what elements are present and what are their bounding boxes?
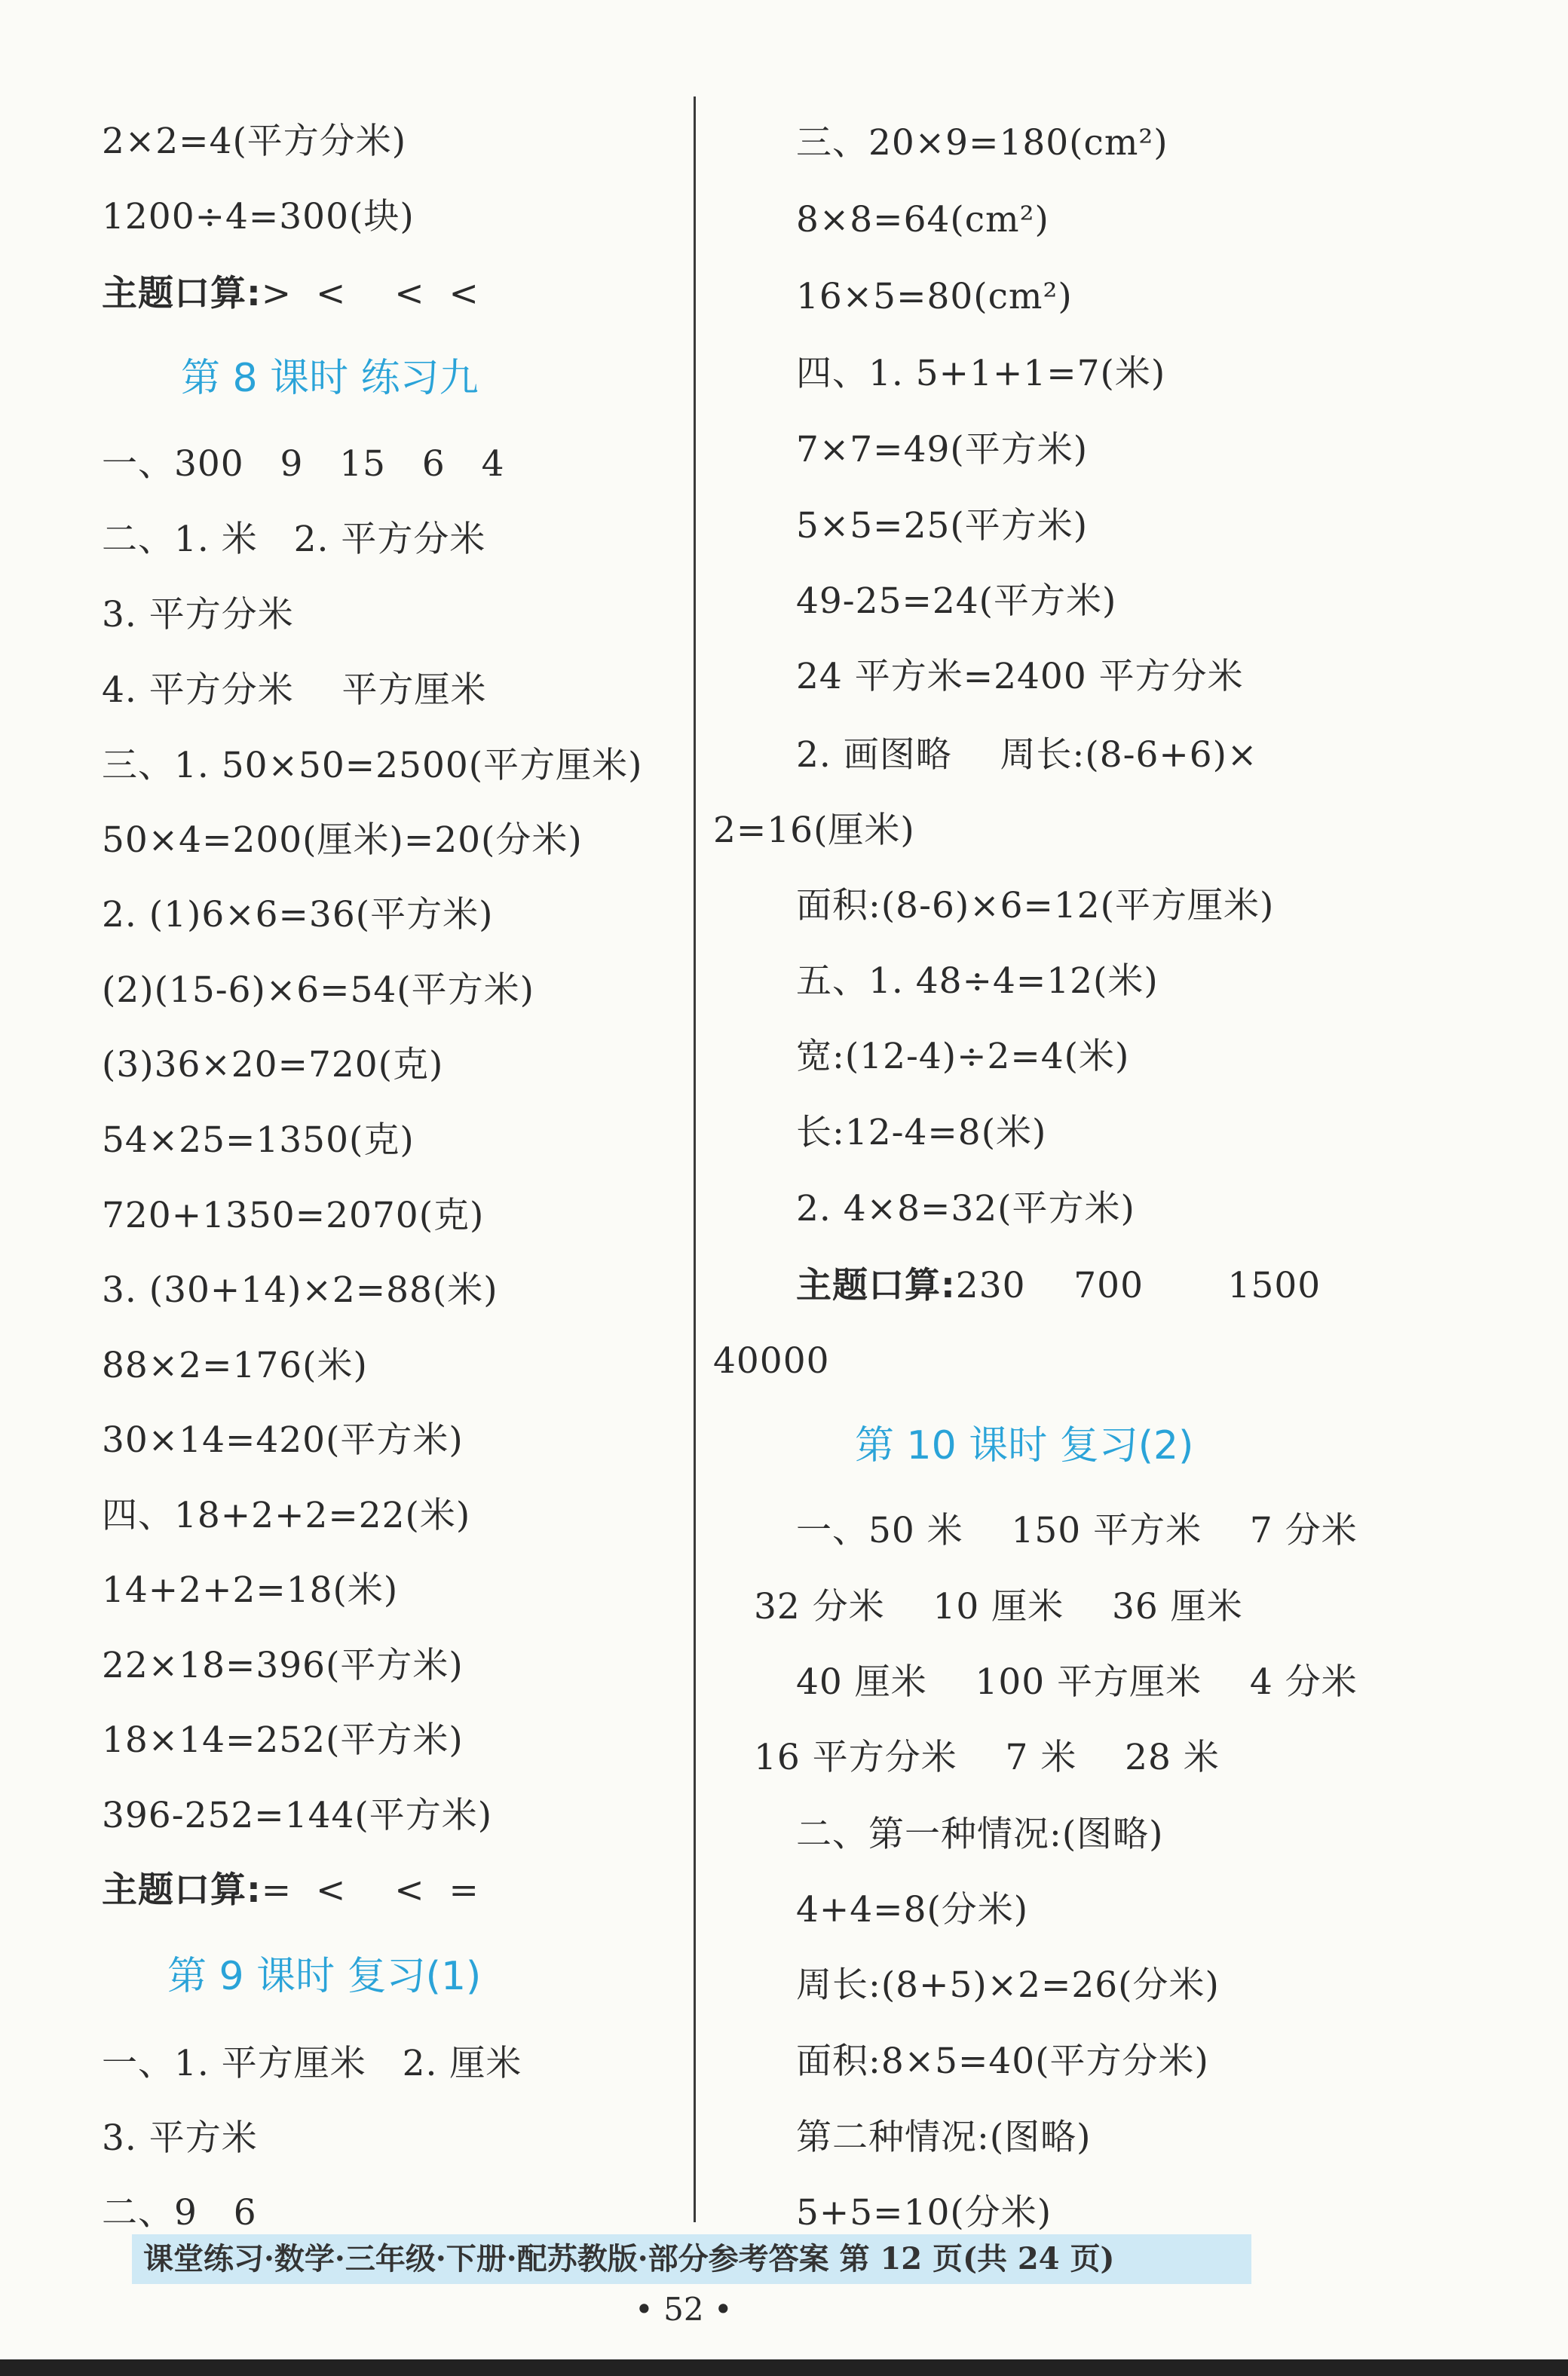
column-divider [694,96,696,2222]
left-answer-line: 二、9 6 [102,2192,257,2234]
left-answer-line: (2)(15-6)×6=54(平方米) [102,969,534,1011]
right-answer-line: 40000 [713,1340,830,1382]
left-section-heading: 第 8 课时 练习九 [181,356,479,401]
right-answer-line: 32 分米 10 厘米 36 厘米 [754,1586,1243,1627]
left-answer-line: (3)36×20=720(克) [102,1044,444,1085]
left-answer-line: 2×2=4(平方分米) [102,121,407,162]
left-answer-line: 88×2=176(米) [102,1345,368,1386]
left-answer-line: 14+2+2=18(米) [102,1569,399,1611]
right-answer-line: 5+5=10(分米) [796,2192,1052,2234]
left-answer-line: 1200÷4=300(块) [102,196,415,237]
left-section-heading: 第 9 课时 复习(1) [167,1954,482,1999]
right-answer-line: 2=16(厘米) [713,810,915,851]
left-answer-line: 720+1350=2070(克) [102,1195,485,1236]
right-answer-line: 16 平方分米 7 米 28 米 [754,1737,1220,1778]
right-answer-line: 面积:8×5=40(平方分米) [796,2041,1209,2082]
right-answer-line: 五、1. 48÷4=12(米) [796,960,1159,1002]
right-answer-line: 二、第一种情况:(图略) [796,1814,1164,1855]
left-mental-math-line [102,1868,479,1913]
left-answer-line: 二、1. 米 2. 平方分米 [102,519,486,560]
right-answer-line: 8×8=64(cm²) [796,199,1049,240]
mental-math-label: 主题口算: [102,273,262,314]
mental-math-answers: = < < = [261,1869,479,1911]
left-mental-math-line [102,271,479,317]
right-section-heading: 第 10 课时 复习(2) [855,1423,1194,1468]
right-answer-line: 40 厘米 100 平方厘米 4 分米 [796,1661,1358,1703]
right-answer-line: 三、20×9=180(cm²) [796,122,1168,164]
left-answer-line: 30×14=420(平方米) [102,1419,464,1461]
mental-math-answers: 230 700 1500 [955,1265,1321,1306]
left-answer-line: 4. 平方分米 平方厘米 [102,669,487,711]
bottom-rule [0,2359,1568,2376]
mental-math-answers: > < < < [261,273,479,314]
left-answer-line: 2. (1)6×6=36(平方米) [102,894,494,935]
right-answer-line: 一、50 米 150 平方米 7 分米 [796,1510,1358,1551]
footer-text: 课堂练习·数学·三年级·下册·配苏教版·部分参考答案 第 12 页(共 24 页) [143,2241,1115,2276]
left-answer-line: 一、300 9 15 6 4 [102,443,505,485]
right-answer-line: 面积:(8-6)×6=12(平方厘米) [796,885,1275,926]
right-answer-line: 7×7=49(平方米) [796,429,1089,470]
left-answer-line: 3. 平方分米 [102,594,294,635]
left-answer-line: 54×25=1350(克) [102,1119,415,1161]
left-answer-line: 3. (30+14)×2=88(米) [102,1269,498,1311]
right-answer-line: 5×5=25(平方米) [796,505,1089,547]
right-answer-line: 4+4=8(分米) [796,1889,1029,1930]
right-answer-line: 49-25=24(平方米) [796,580,1117,622]
right-answer-line: 第二种情况:(图略) [796,2117,1092,2158]
right-answer-line: 长:12-4=8(米) [796,1112,1047,1153]
page-number: • 52 • [635,2291,733,2328]
right-answer-line: 2. 画图略 周长:(8-6+6)× [796,734,1258,776]
left-answer-line: 18×14=252(平方米) [102,1719,464,1761]
right-answer-line: 周长:(8+5)×2=26(分米) [796,1964,1220,2006]
left-answer-line: 一、1. 平方厘米 2. 厘米 [102,2043,522,2084]
mental-math-label: 主题口算: [102,1869,262,1911]
right-answer-line: 24 平方米=2400 平方分米 [796,656,1244,697]
left-answer-line: 396-252=144(平方米) [102,1795,493,1836]
right-answer-line: 16×5=80(cm²) [796,276,1073,317]
left-answer-line: 3. 平方米 [102,2117,258,2159]
right-answer-line: 2. 4×8=32(平方米) [796,1188,1135,1229]
right-answer-line: 四、1. 5+1+1=7(米) [796,353,1166,394]
left-answer-line: 22×18=396(平方米) [102,1645,464,1686]
left-answer-line: 50×4=200(厘米)=20(分米) [102,819,583,861]
right-mental-math-line [796,1263,1321,1309]
left-answer-line: 四、18+2+2=22(米) [102,1495,471,1536]
mental-math-label: 主题口算: [796,1265,956,1306]
right-answer-line: 宽:(12-4)÷2=4(米) [796,1036,1130,1077]
left-answer-line: 三、1. 50×50=2500(平方厘米) [102,745,643,786]
